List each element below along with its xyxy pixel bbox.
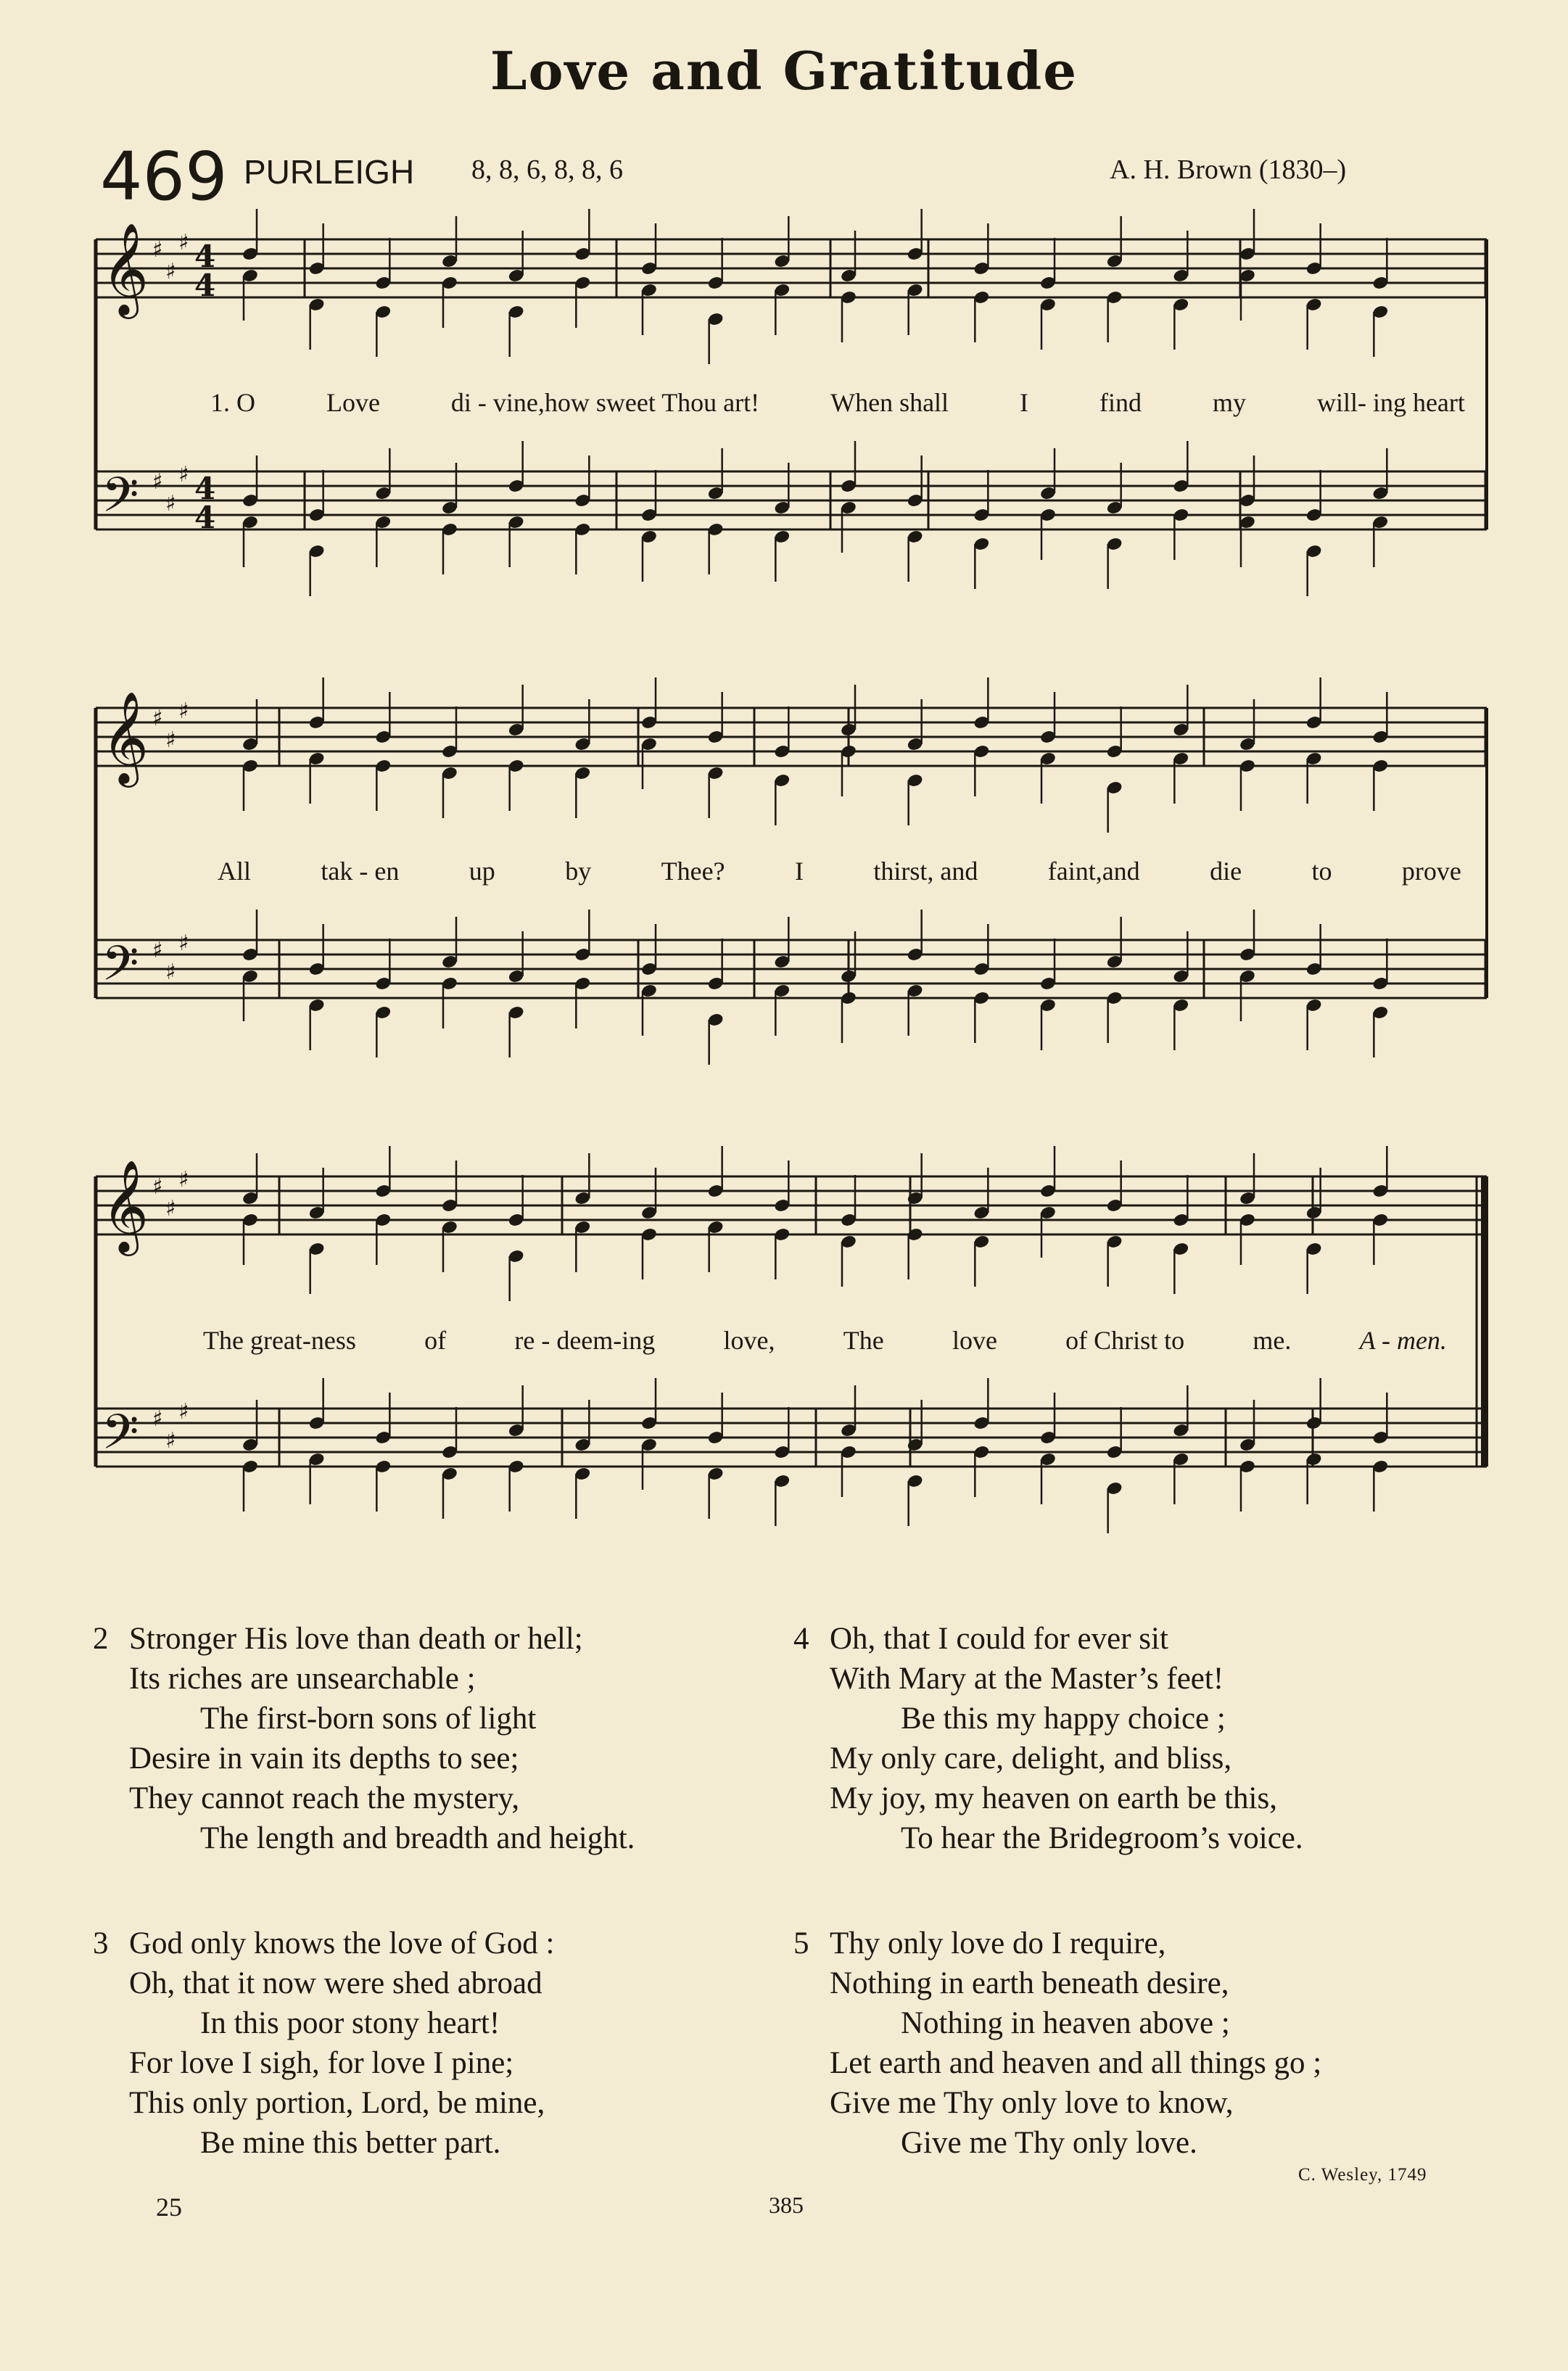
lyric-syllable: Thee? [661,857,725,886]
lyric-syllable: by [565,857,592,886]
lyric-syllable: of [424,1326,447,1355]
sharp-sign: ♯ [165,1428,176,1453]
verse-line: The first-born sons of light [200,1702,537,1736]
lyric-syllable: faint,and [1047,857,1140,886]
sharp-sign: ♯ [178,698,189,724]
verse-number: 5 [793,1926,809,1960]
bass-clef-icon: 𝄢 [102,467,139,535]
lyric-syllable: di - vine,how sweet Thou art! [450,388,760,417]
verse-line: God only knows the love of God : [129,1926,555,1960]
bass-clef-icon: 𝄢 [102,936,139,1003]
sharp-sign: ♯ [152,469,163,495]
verse-3 [93,1923,554,2163]
tune-name: PURLEIGH [244,153,415,191]
verse-line: Be this my happy choice ; [901,1702,1226,1736]
sharp-sign: ♯ [152,237,163,263]
composer: A. H. Brown (1830–) [1110,154,1347,185]
lyric-syllable: will- ing heart [1316,388,1465,417]
verse-line: Nothing in heaven above ; [901,2006,1230,2040]
verse-line: In this poor stony heart! [200,2006,500,2040]
verse-number: 2 [93,1622,109,1656]
sharp-sign: ♯ [152,1174,163,1200]
lyric-syllable: of Christ to [1065,1326,1185,1355]
lyric-syllable: me. [1253,1326,1292,1355]
section-title: Love and Gratitude [490,40,1078,102]
lyric-syllable: thirst, and [873,857,978,886]
lyric-syllable: love, [723,1326,775,1355]
lyric-line-1 [94,387,1487,418]
page-number: 385 [769,2192,804,2218]
lyric-syllable: All [218,857,252,886]
lyric-syllable: die [1210,857,1242,886]
sharp-sign: ♯ [165,491,176,516]
lyric-syllable: When shall [830,388,949,417]
verse-line: Give me Thy only love. [901,2126,1197,2160]
verse-line: My only care, delight, and bliss, [830,1741,1232,1776]
treble-clef-icon: 𝄞 [102,1159,149,1252]
lyric-syllable: tak - en [321,857,400,886]
page-left-mark: 25 [156,2193,182,2222]
verse-5 [793,1923,1321,2163]
lyric-syllable: prove [1401,857,1461,886]
verse-line: My joy, my heaven on earth be this, [830,1781,1277,1815]
time-signature-bottom: 4 [194,268,216,303]
verse-line: Nothing in earth beneath desire, [830,1966,1229,2000]
lyric-syllable: 1. O [210,388,255,417]
time-signature-top: 4 [194,471,216,506]
verse-line: Give me Thy only love to know, [830,2086,1234,2120]
verse-line: Oh, that it now were shed abroad [129,1966,542,2000]
verse-line: Be mine this better part. [200,2126,501,2160]
treble-clef-icon: 𝄞 [102,690,149,783]
sharp-sign: ♯ [178,1399,189,1424]
verse-number: 3 [93,1926,109,1960]
lyric-syllable: The [843,1326,884,1355]
treble-clef-icon: 𝄞 [102,222,149,315]
sharp-sign: ♯ [165,727,176,753]
verse-line: Desire in vain its depths to see; [129,1741,519,1776]
verse-line: The length and breadth and height. [200,1821,635,1855]
verse-line: With Mary at the Master’s feet! [830,1662,1224,1696]
lyric-line-3 [94,1325,1487,1356]
verse-line: They cannot reach the mystery, [129,1781,520,1815]
sharp-sign: ♯ [178,230,189,255]
sharp-sign: ♯ [152,1406,163,1432]
sharp-sign: ♯ [178,931,189,956]
sharp-sign: ♯ [152,706,163,731]
sharp-sign: ♯ [165,960,176,985]
bass-clef-icon: 𝄢 [102,1404,139,1472]
lyric-syllable: I [794,857,804,886]
verse-number: 4 [793,1622,809,1656]
verse-line: Thy only love do I require, [830,1926,1166,1960]
lyric-syllable: A - men. [1359,1326,1447,1355]
lyric-syllable: The great-ness [203,1326,356,1355]
verse-line: Its riches are unsearchable ; [129,1662,476,1696]
sharp-sign: ♯ [178,462,189,487]
meter: 8, 8, 6, 8, 8, 6 [471,154,623,185]
lyric-syllable: love [952,1326,997,1355]
lyric-syllable: to [1311,857,1332,886]
sharp-sign: ♯ [165,1196,176,1221]
verse-4 [793,1619,1303,1858]
lyric-line-2 [94,856,1487,886]
time-signature-bottom: 4 [194,500,216,535]
verse-line: To hear the Bridegroom’s voice. [901,1821,1303,1855]
sharp-sign: ♯ [178,1167,189,1192]
lyric-syllable: up [469,857,495,886]
lyric-syllable: Love [326,388,380,417]
verse-line: For love I sigh, for love I pine; [129,2046,514,2080]
lyric-syllable: find [1099,388,1142,417]
verse-line: Let earth and heaven and all things go ; [830,2046,1322,2080]
lyric-syllable: my [1212,388,1246,417]
time-signature-top: 4 [194,239,216,274]
lyric-syllable: I [1020,388,1029,417]
sharp-sign: ♯ [165,259,176,284]
sharp-sign: ♯ [152,938,163,963]
verse-line: Stronger His love than death or hell; [129,1622,583,1656]
verse-line: Oh, that I could for ever sit [830,1622,1168,1656]
verse-line: This only portion, Lord, be mine, [129,2086,545,2120]
verse-2 [93,1619,635,1858]
attribution: C. Wesley, 1749 [1298,2165,1427,2185]
lyric-syllable: re - deem-ing [514,1326,656,1355]
hymn-number: 469 [100,138,228,215]
